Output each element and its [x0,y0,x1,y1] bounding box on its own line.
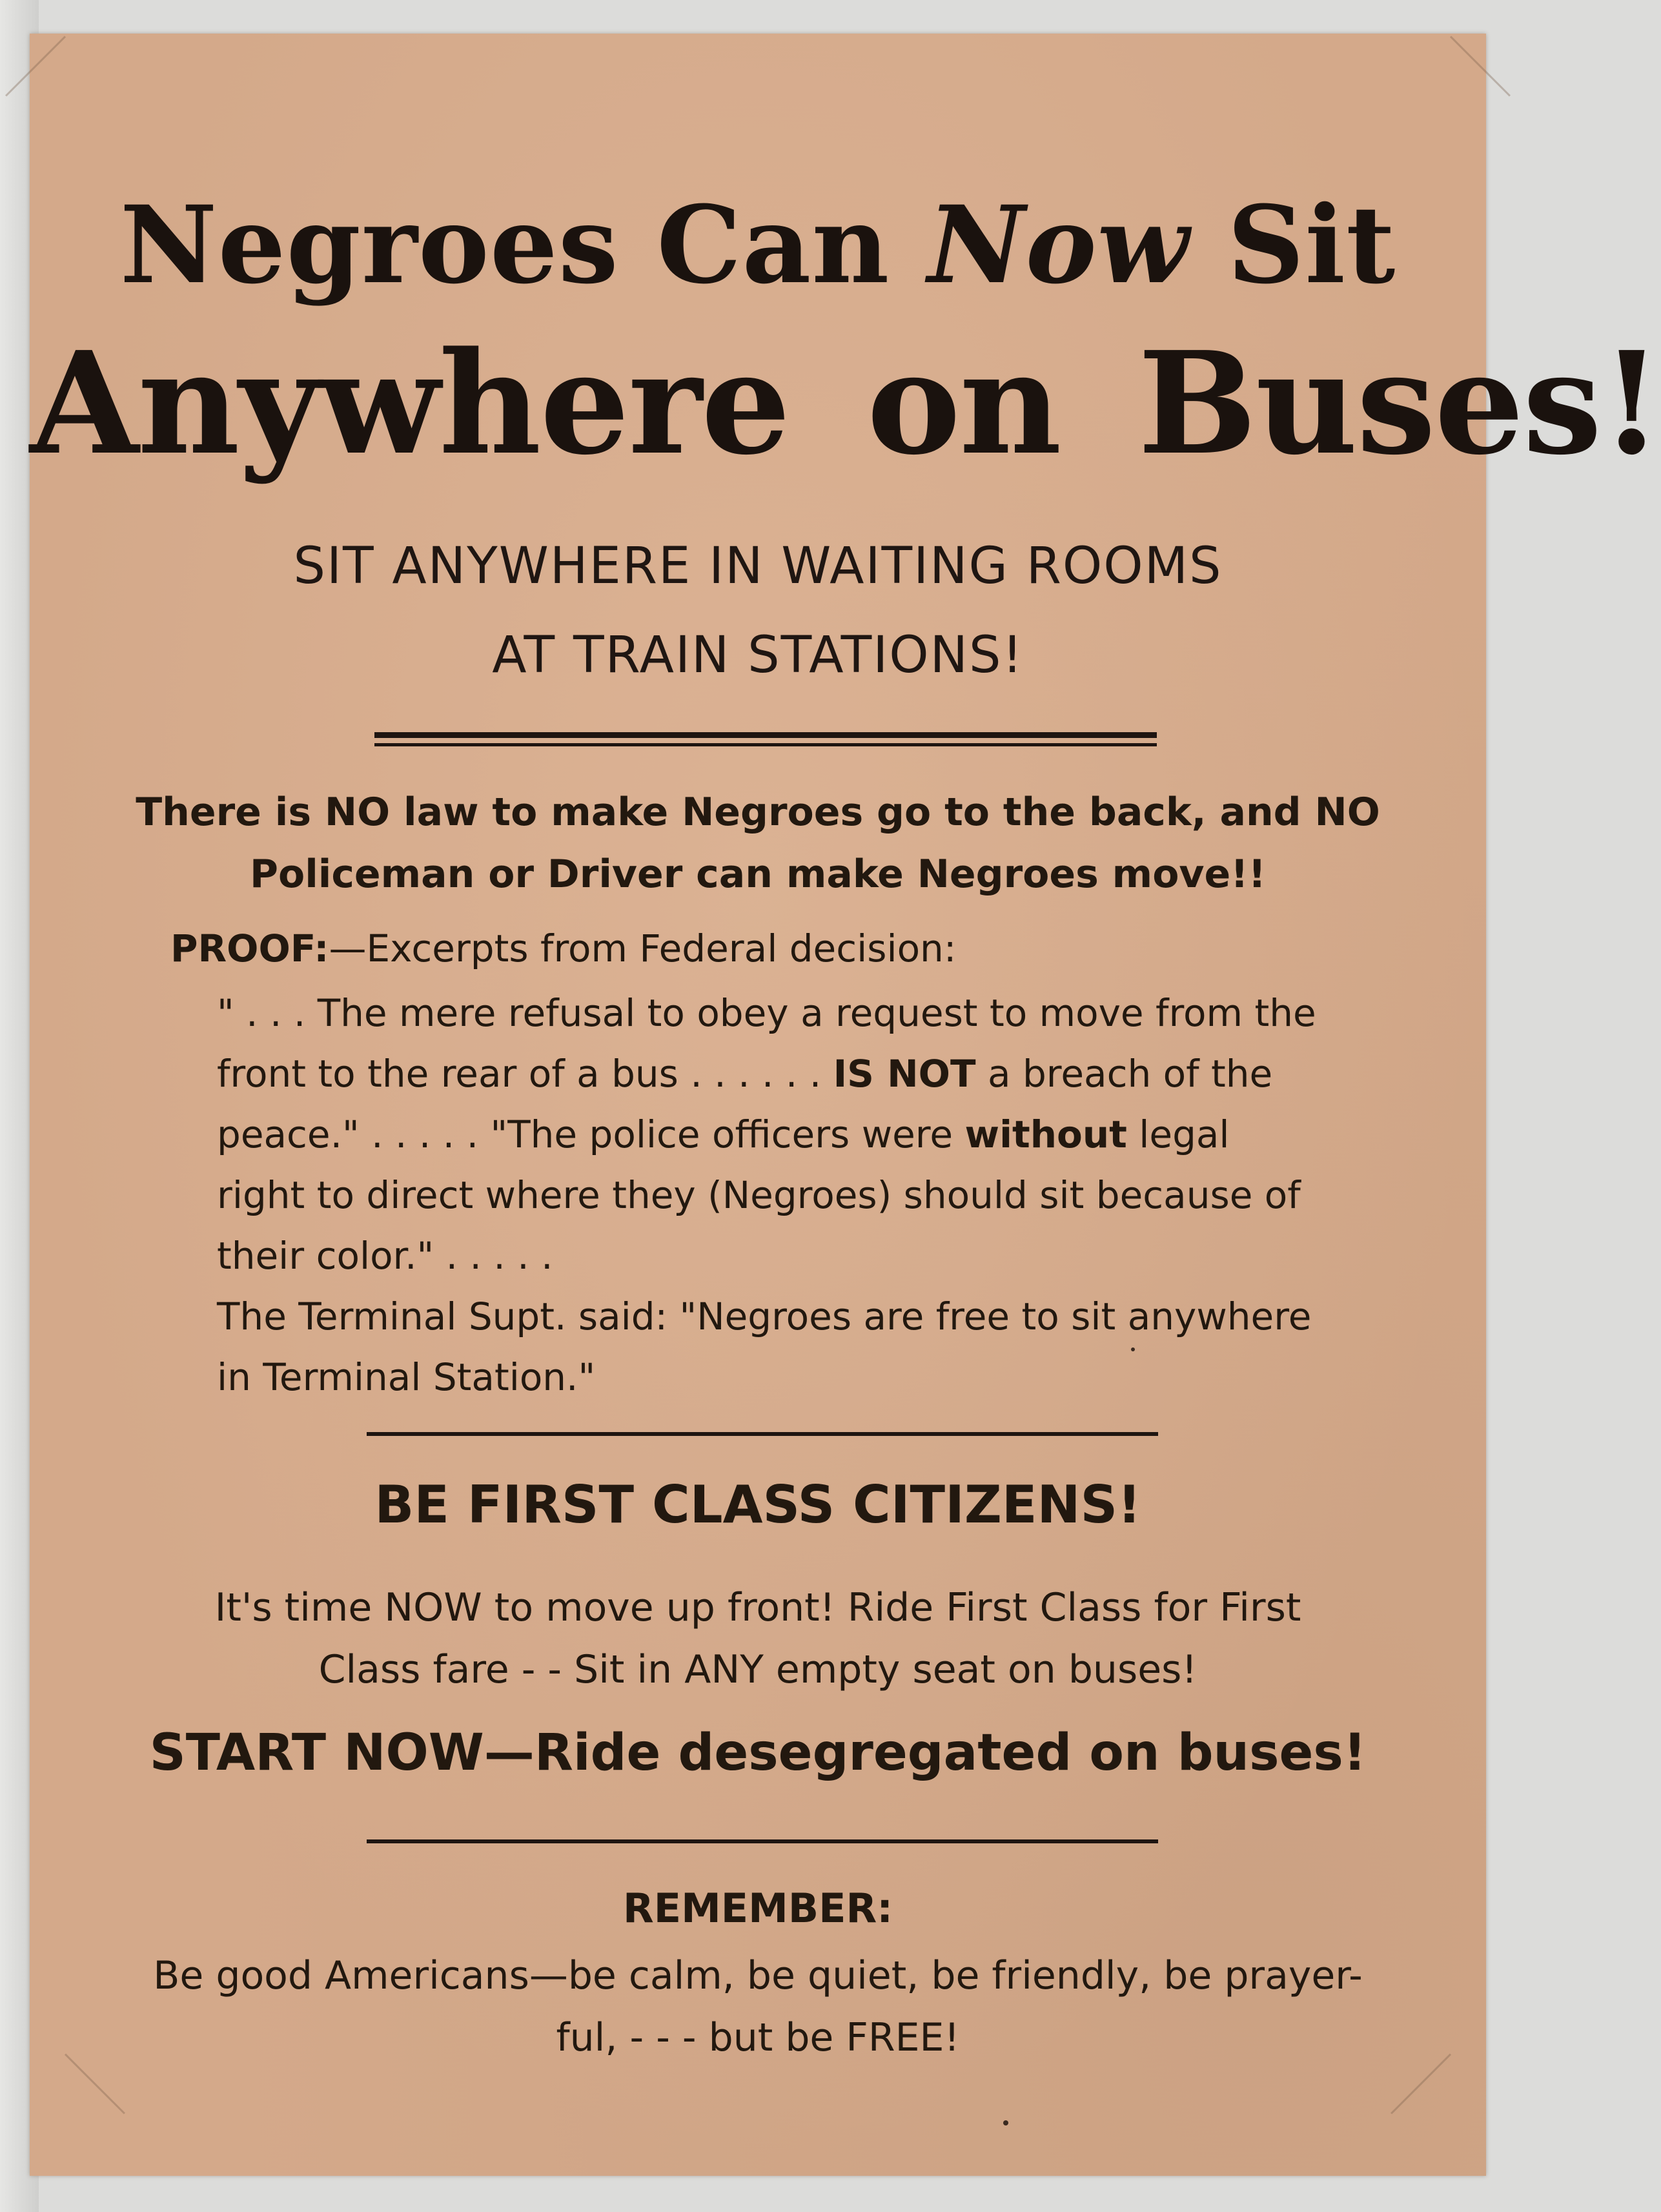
statement-line: Policeman or Driver can make Negroes move!! [250,852,1266,897]
quote-line [217,1043,1316,1104]
paper-speck [1131,1347,1135,1351]
remember-line: ful, - - - but be FREE! [556,2015,960,2060]
subheading-line-2: AT TRAIN STATIONS! [492,626,1024,684]
proof-label: PROOF: [170,927,329,970]
divider-rule [367,1432,1158,1436]
cta-line: Class fare - - Sit in ANY empty seat on buses! [318,1647,1197,1692]
headline-word: on [866,321,1061,486]
headline-line-1 [30,182,1486,307]
start-now-heading: START NOW—Ride desegregated on buses! [149,1724,1367,1782]
quote-line: right to direct where they (Negroes) should sit because of [217,1173,1301,1217]
subheading-line-1: SIT ANYWHERE IN WAITING ROOMS [293,537,1223,595]
headline-line-2 [30,321,1661,486]
headline-text: Sit [1189,182,1396,307]
headline-emphasis: Now [927,182,1190,307]
remember-heading: REMEMBER: [623,1885,893,1932]
divider-rule [374,732,1157,738]
quote-line: their color." . . . . . [217,1234,553,1278]
cta-line: It's time NOW to move up front! Ride First Class for First [214,1585,1301,1630]
quote-emphasis: without [964,1112,1127,1156]
citizens-heading: BE FIRST CLASS CITIZENS! [374,1475,1141,1535]
paper-speck [1003,2120,1008,2125]
headline-word: Anywhere [30,321,790,486]
quote-emphasis: IS NOT [833,1052,976,1096]
divider-rule [374,743,1157,746]
quote-text: a breach of the [975,1052,1273,1096]
quote-text: legal [1126,1112,1230,1156]
quote-line: in Terminal Station." [217,1355,596,1399]
quote-text: front to the rear of a bus . . . . . . [217,1052,833,1096]
statement-line: There is NO law to make Negroes go to the back, and NO [136,790,1380,835]
divider-rule [367,1839,1158,1843]
quote-text: peace." . . . . . "The police officers were [217,1112,965,1156]
quote-line: " . . . The mere refusal to obey a request to move from the [217,991,1316,1035]
remember-paragraph [30,1945,1486,2069]
proof-text: —Excerpts from Federal decision: [329,927,957,970]
poster-sheet [30,34,1661,2176]
headline-text: Negroes Can [119,182,928,307]
remember-line: Be good Americans—be calm, be quiet, be friendly, be prayer- [153,1953,1363,1998]
quote-line [217,1104,1316,1165]
federal-decision-quote [217,983,1316,1408]
quote-line: The Terminal Supt. said: "Negroes are free to sit anywhere [217,1295,1312,1338]
statement-paragraph [30,781,1486,905]
call-to-action-paragraph [30,1577,1486,1701]
photo-corner-mount [1391,36,1511,156]
proof-heading [170,927,956,970]
headline-word: Buses! [1137,321,1661,486]
photo-corner-mount [1391,2054,1511,2174]
